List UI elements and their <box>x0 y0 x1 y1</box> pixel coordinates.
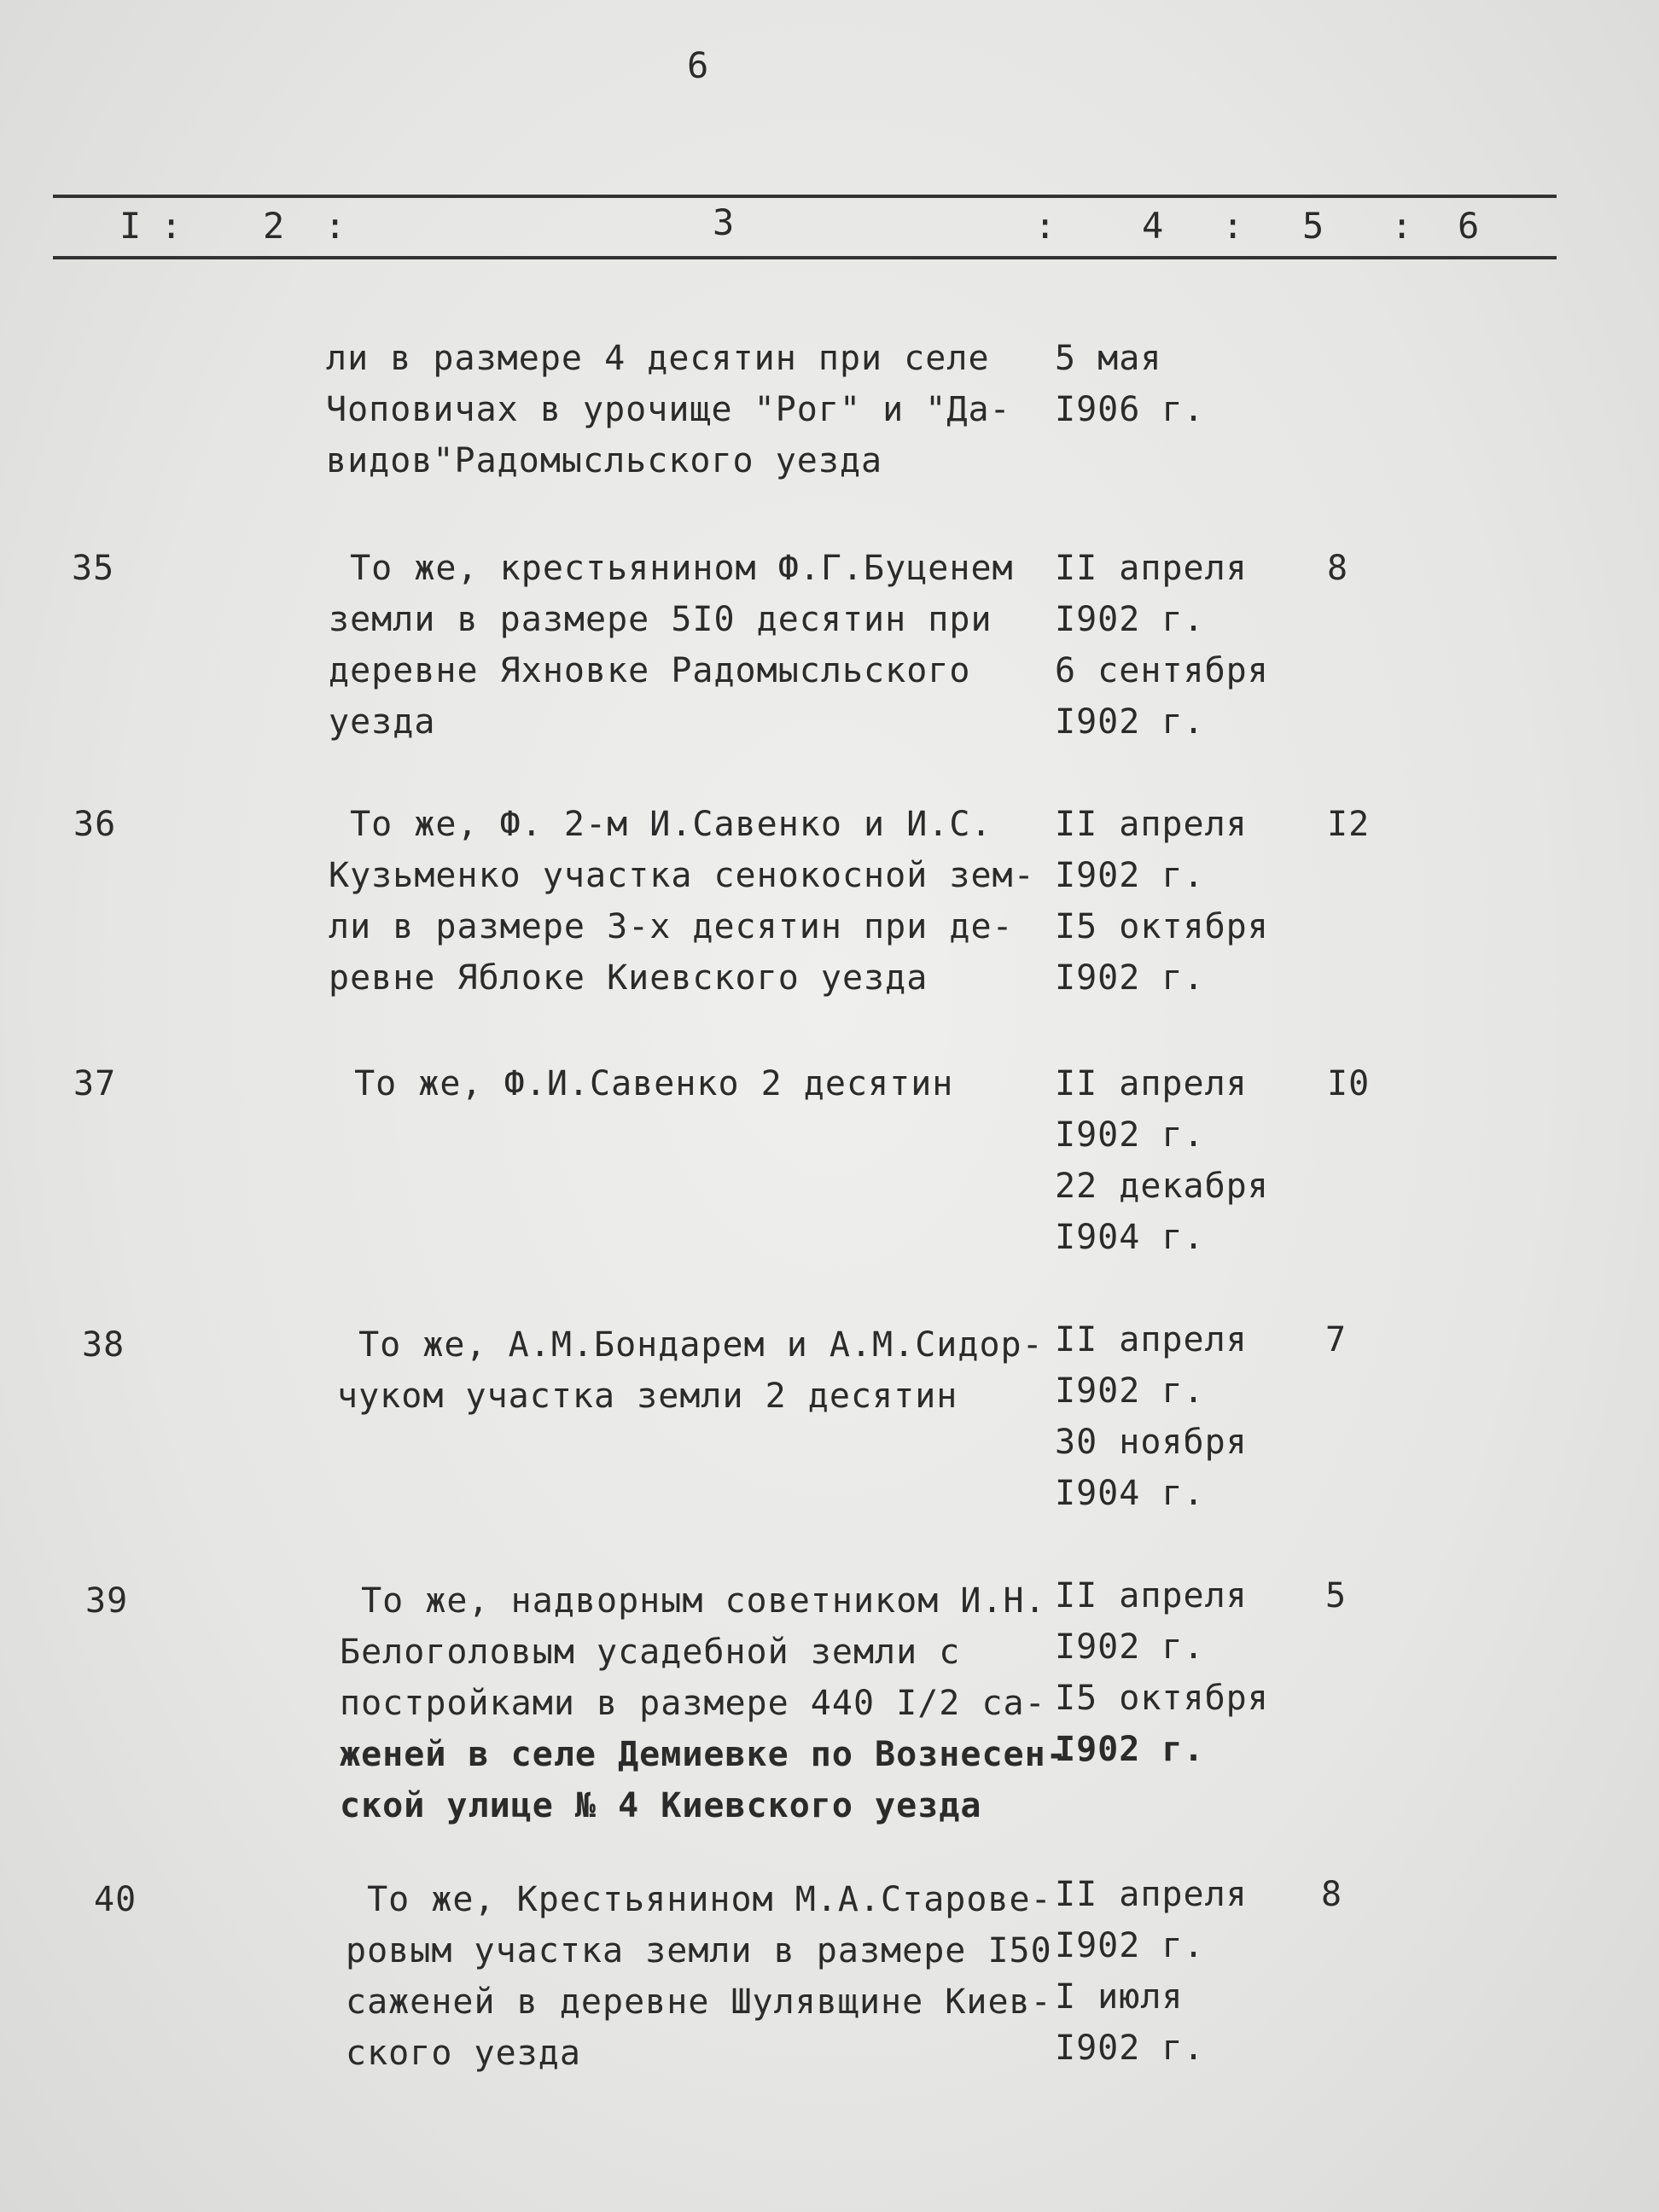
date-line: I902 г. <box>1055 958 1205 998</box>
date-line: II апреля <box>1055 1875 1248 1914</box>
description-line: ли в размере 3-х десятин при де- <box>329 907 1014 946</box>
description-line: ревне Яблоке Киевского уезда <box>329 958 928 998</box>
sheet-count: 7 <box>1325 1320 1348 1359</box>
date-line: II апреля <box>1055 1064 1248 1103</box>
column-separator: : <box>1222 205 1244 247</box>
description-line: саженей в деревне Шулявщине Киев- <box>346 1982 1052 2022</box>
date-line: I июля <box>1055 1977 1184 2017</box>
date-line: 6 сентября <box>1055 651 1269 690</box>
column-header-6: 6 <box>1458 205 1480 247</box>
column-header-5: 5 <box>1302 205 1324 247</box>
column-header-3: 3 <box>713 201 735 243</box>
date-line: I904 г. <box>1055 1474 1205 1513</box>
date-line: I902 г. <box>1055 1627 1205 1667</box>
sheet-count: I2 <box>1327 805 1371 844</box>
description-line: Чоповичах в урочище "Рог" и "Да- <box>326 390 1011 429</box>
description-line: То же, крестьянином Ф.Г.Буценем <box>329 549 1014 588</box>
row-number: 36 <box>73 805 117 844</box>
column-separator: : <box>1034 205 1057 247</box>
date-line: I902 г. <box>1055 2029 1205 2068</box>
description-line: постройками в размере 440 I/2 са- <box>340 1684 1046 1723</box>
description-line: То же, Ф.И.Савенко 2 десятин <box>333 1064 954 1103</box>
date-line: I902 г. <box>1055 1115 1205 1155</box>
sheet-count: 5 <box>1325 1576 1348 1615</box>
date-line: I902 г. <box>1055 600 1205 639</box>
header-rule-bottom <box>53 256 1557 259</box>
date-line: 30 ноября <box>1055 1423 1248 1462</box>
row-number: 38 <box>82 1325 125 1365</box>
row-number: 39 <box>85 1581 129 1621</box>
sheet-count: 8 <box>1327 549 1349 588</box>
date-line: 5 мая <box>1055 339 1162 378</box>
page-number: 6 <box>687 44 709 86</box>
column-header-1: I <box>119 205 142 247</box>
description-line: ского уезда <box>346 2034 581 2073</box>
row-number: 35 <box>72 549 115 588</box>
description-line: ской улице № 4 Киевского уезда <box>340 1786 982 1825</box>
column-separator: : <box>324 205 346 247</box>
description-line: Кузьменко участка сенокосной зем- <box>329 856 1035 895</box>
date-line: I902 г. <box>1055 1926 1205 1965</box>
date-line: I902 г. <box>1055 1371 1205 1411</box>
date-line: I5 октября <box>1055 907 1269 946</box>
date-line: I902 г. <box>1055 702 1205 742</box>
sheet-count: I0 <box>1327 1064 1371 1103</box>
description-line: То же, Крестьянином М.А.Старове- <box>346 1880 1052 1919</box>
description-line: земли в размере 5I0 десятин при <box>329 600 992 639</box>
date-line: II апреля <box>1055 1576 1248 1615</box>
description-line: ли в размере 4 десятин при селе <box>326 339 990 378</box>
column-separator: : <box>160 205 183 247</box>
description-line: Белоголовым усадебной земли с <box>340 1633 961 1672</box>
header-rule-top <box>53 195 1557 198</box>
date-line: I5 октября <box>1055 1679 1269 1718</box>
date-line: 22 декабря <box>1055 1167 1269 1206</box>
date-line: II апреля <box>1055 805 1248 844</box>
date-line: I902 г. <box>1055 856 1205 895</box>
column-separator: : <box>1391 205 1413 247</box>
description-line: видов"Радомысльского уезда <box>326 441 883 480</box>
column-header-4: 4 <box>1142 205 1164 247</box>
description-line: чуком участка земли 2 десятин <box>337 1377 958 1416</box>
description-line: деревне Яхновке Радомысльского <box>329 651 971 690</box>
description-line: женей в селе Демиевке по Вознесен- <box>340 1735 1068 1774</box>
sheet-count: 8 <box>1321 1875 1343 1914</box>
date-line: I904 г. <box>1055 1218 1205 1257</box>
column-header-2: 2 <box>263 205 285 247</box>
description-line: То же, А.М.Бондарем и А.М.Сидор- <box>337 1325 1044 1365</box>
row-number: 37 <box>73 1064 117 1103</box>
row-number: 40 <box>94 1880 137 1919</box>
description-line: ровым участка земли в размере I50 <box>346 1931 1052 1970</box>
description-line: То же, Ф. 2-м И.Савенко и И.С. <box>329 805 992 844</box>
description-line: То же, надворным советником И.Н. <box>340 1581 1046 1621</box>
description-line: уезда <box>329 702 436 742</box>
date-line: I906 г. <box>1055 390 1205 429</box>
date-line: II апреля <box>1055 549 1248 588</box>
date-line: I902 г. <box>1055 1730 1205 1769</box>
date-line: II апреля <box>1055 1320 1248 1359</box>
